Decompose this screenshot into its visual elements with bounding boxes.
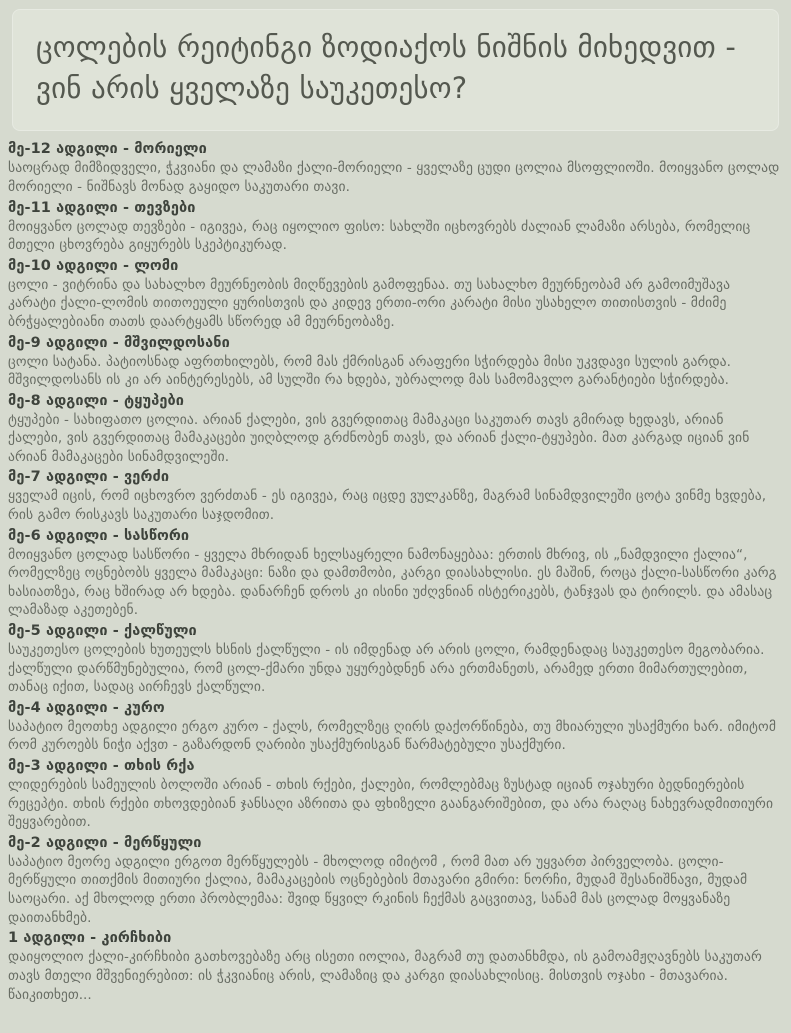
article-body [0,136,791,1005]
article-title: ცოლების რეიტინგი ზოდიაქოს ნიშნის მიხედვით - ვინ არის ყველაზე საუკეთესო? [36,30,737,106]
section-body: ცოლი სატანა. პატიოსნად აფრთხილებს, რომ მას ქმრისგან არაფერი სჭირდება მისი უკვდავი სულის გარდა. მშვილდოსანს ის კი არ აინტერესებს, ამ სულში რა ხდება, უბრალოდ მას სამომავლო გარანტიები სჭირდება. [8,353,732,389]
section-heading: მე-7 ადგილი - ვერძი [8,469,170,486]
section-body: საოცრად მიმზიდველი, ჭკვიანი და ლამაზი ქალი-მორიელი - ყველაზე ცუდი ცოლია მსოფლიოში. მოიყვანო ცოლად მორიელი - ნიშნავს მონად გაყიდო საკუთარი თავი. [8,160,780,195]
section-heading: მე-8 ადგილი - ტყუპები [8,392,185,409]
section-body: ცოლი - ვიტრინა და სახალხო მეურნეობის მიღწევების გამოფენაა. თუ სახალხო მეურნეობამ არ გამოიმუშავა კარატი ქალი-ლომის თითოეული ყურისთვის და კიდევ ერთი-ორი კარატი მისი უსახელო თითისთვის - მძიმე ბრჭყალებიანი თათს დაარტყამს სწორედ ამ მეურნეობაზე. [8,276,731,330]
article-page [0,9,791,1033]
section-body: საუკეთესო ცოლების ხუთეულს ხსნის ქალწული - ის იმდენად არ არის ცოლი, რამდენადაც საუკეთესო მეგობარია. ქალწული დარწმუნებულია, რომ ცოლ-ქმარი უნდა უყურებდნენ არა ერთმანეთს, არამედ ერთი მიმართულებით, თანაც იქით, სადაც აირჩევს ქალწული. [8,642,765,696]
sections-container [8,140,781,985]
section-body: მოიყვანო ცოლად სასწორი - ყველა მხრიდან ხელსაყრელი ნამონაყებაა: ერთის მხრივ, ის „ნამდვილი ქალია“, რომელზეც ოცნებობს ყველა მამაკაცი: ნაზი და დამთმობი, კარგი დიასახლისი. ეს მაშინ, როცა ქალი-სასწორი კარგ ხასიათზეა, რაც ხშირად არ ხდება. დანარჩენ დროს კი ისინი უძღვნიან ისტერიკებს, ტანჯვას და ტირილს. და ამასაც ლამაზად აკეთებენ. [8,546,777,619]
zodiac-section [8,929,781,985]
section-heading: მე-3 ადგილი - თხის რქა [8,758,195,774]
zodiac-section [8,699,781,755]
section-body: მოიყვანო ცოლად თევზები - იგივეა, რაც იყოლიო ფისო: სახლში იცხოვრებს ძალიან ლამაზი არსება, რომელიც მთელი ცხოვრება გიყურებს სკეპტიკურად. [8,218,751,254]
section-body: ლიდერების სამეულის ბოლოში არიან - თხის რქები, ქალები, რომლებმაც ზუსტად იციან ოჯახური ბედნიერების რეცეპტი. თხის რქები თხოვდებიან ჯანსაღი აზრითა და ფხიზელი გაანგარიშებით, და არა რაღაც ნახევრადმითიური შეყვარებით. [8,777,774,831]
section-body: საპატიო მეოთხე ადგილი ერგო კურო - ქალს, რომელზეც ღირს დაქორწინება, თუ მხიარული უსაქმური ხარ. იმიტომ რომ კუროებს ნიჭი აქვთ - გაზარდონ ღარიბი უსაქმურისგან წარმატებული უსაქმური. [8,718,777,754]
zodiac-section [8,622,781,697]
section-heading: მე-4 ადგილი - კურო [8,699,165,716]
section-heading: მე-9 ადგილი - მშვილდოსანი [8,334,230,351]
section-heading: მე-5 ადგილი - ქალწული [8,623,197,640]
zodiac-section [8,140,781,196]
zodiac-section [8,199,781,255]
section-heading: მე-2 ადგილი - მერწყული [8,834,202,851]
section-heading: მე-12 ადგილი - მორიელი [8,141,207,158]
article-title-box [12,9,779,131]
zodiac-section [8,527,781,620]
zodiac-section [8,757,781,832]
zodiac-section [8,334,781,390]
section-body: ტყუპები - სახიფათო ცოლია. არიან ქალები, ვის გვერდითაც მამაკაცი საკუთარ თავს გმირად ხედავს, არიან ქალები, ვის გვერდითაც მამაკაცები უიღბლოდ გრძნობენ თავს, და არიან ქალი-ტყუპები. მათ კარგად იციან ვინ არიან მამაკაცები სინამდვილეში. [8,411,750,465]
section-body: ყველამ იცის, რომ იცხოვრო ვერძთან - ეს იგივეა, რაც იცდე ვულკანზე, მაგრამ სინამდვილეში ცოტა ვინმე ხვდება, რის გამო რისკავს საკუთარი საჯდომით. [8,488,767,524]
zodiac-section [8,834,781,927]
zodiac-section [8,392,781,467]
section-heading: მე-11 ადგილი - თევზები [8,199,196,216]
zodiac-section [8,468,781,524]
section-heading: 1 ადგილი - კირჩხიბი [8,930,172,947]
clipped-bottom-line: წაიკითხეთ... [8,987,92,1004]
section-body: დაიყოლიო ქალი-კირჩხიბი გათხოვებაზე არც ისეთი იოლია, მაგრამ თუ დათანხმდა, ის გამოამჟღავნებს საკუთარ თავს მთელი მშვენიერებით: ის ჭკვიანიც არის, ლამაზიც და კარგი დიასახლისიც. მისთვის ოჯახი - მთავარია. [8,949,762,984]
section-body: საპატიო მეორე ადგილი ერგოთ მერწყულებს - მხოლოდ იმიტომ , რომ მათ არ უყვართ პირველობა. ცოლი-მერწყული თითქმის მითიური ქალია, მამაკაცების ოცნებების მთავარი გმირი: ნორჩი, მუდამ შესანიშნავი, მუდამ საოცარი. აქ მხოლოდ ერთი პრობლემაა: შვიდ წყვილ რკინის ჩექმას გაცვითავ, სანამ მას ცოლად მოყვანაზე დაითანხმებ. [8,853,748,926]
section-heading: მე-10 ადგილი - ლომი [8,257,179,274]
zodiac-section [8,257,781,332]
section-heading: მე-6 ადგილი - სასწორი [8,527,190,544]
